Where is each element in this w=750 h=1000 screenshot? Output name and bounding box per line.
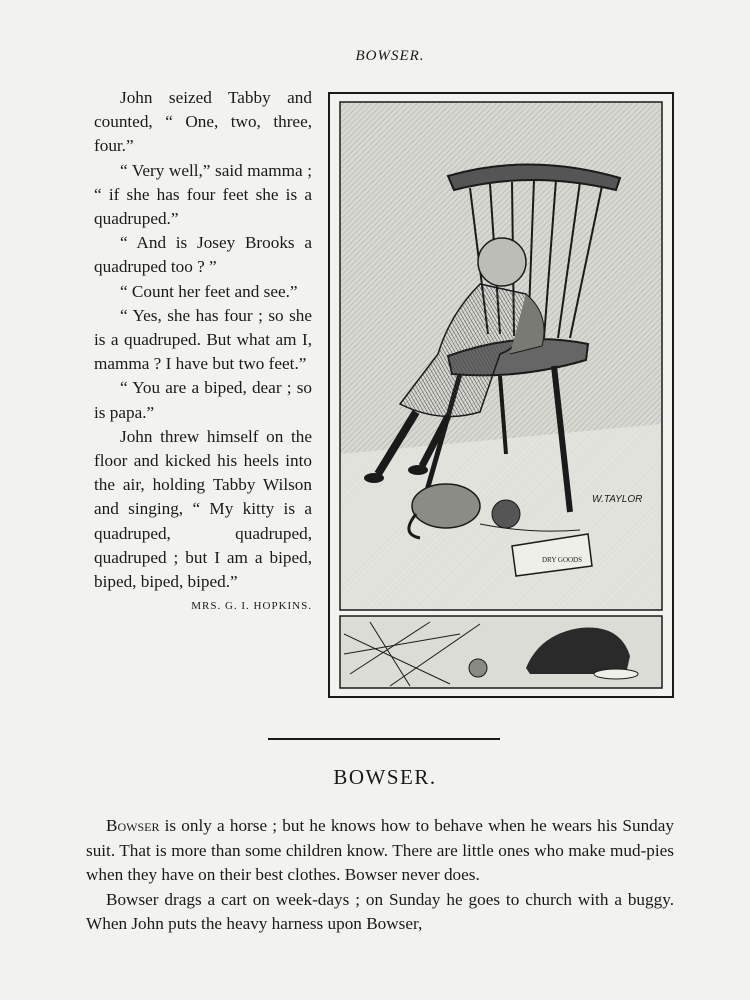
poem-paragraph: “ Count her feet and see.”	[120, 281, 298, 301]
section-divider	[268, 738, 500, 740]
running-head	[0, 48, 750, 65]
poem-paragraph: “ Yes, she has four ; so she is a quadruped. But what am I, mamma ? I have but two feet.”	[94, 305, 312, 374]
artist-signature: W.TAYLOR	[592, 494, 643, 505]
box-label: DRY GOODS	[542, 556, 582, 564]
yarn-ball	[469, 659, 487, 677]
poem-paragraph: John seized Tabby and counted, “ One, two, three, four.”	[94, 88, 312, 156]
poem-column	[94, 86, 312, 618]
running-head-text: BOWSER.	[355, 48, 425, 64]
poem-paragraph: John threw himself on the floor and kicked his heels into the air, holding Tabby Wilson and singing, “ My kitty is a quadruped, quadruped, quadruped ; but I am a biped, biped, biped, biped.”	[94, 426, 312, 592]
engraving-illustration	[330, 94, 672, 696]
poem-paragraph: “ You are a biped, dear ; so is papa.”	[94, 378, 312, 422]
section-body	[86, 814, 674, 937]
lead-word: Bowser	[106, 816, 160, 835]
section-title: BOWSER.	[333, 765, 437, 789]
saucer	[594, 669, 638, 679]
poem-author: MRS. G. I. HOPKINS.	[191, 600, 312, 613]
paragraph-text: is only a horse ; but he knows how to behave when he wears his Sunday suit. That is more than some children know. There are little ones who make mud-pies when they have on their best clothes. Bowser never does.	[86, 816, 674, 885]
illustration-plate	[328, 92, 674, 698]
body-paragraph: Bowser drags a cart on week-days ; on Sunday he goes to church with a buggy. When John puts the heavy harness upon Bowser,	[86, 889, 674, 934]
poem-paragraph: “ And is Josey Brooks a quadruped too ? ”	[94, 233, 312, 277]
body-paragraph	[86, 814, 674, 888]
poem-paragraph: “ Very well,” said mamma ; “ if she has four feet she is a quadruped.”	[94, 160, 312, 229]
